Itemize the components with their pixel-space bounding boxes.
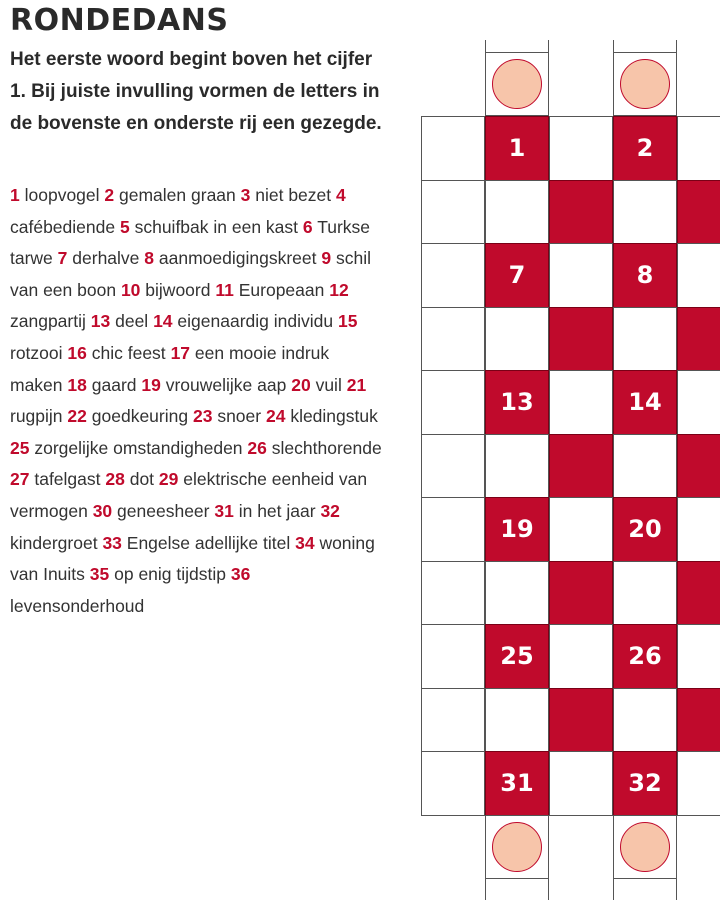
grid-cell[interactable]: [549, 370, 613, 435]
clue-item: [121, 280, 211, 300]
clue-text: woning van Inuits: [10, 532, 375, 585]
clue-number: 2: [104, 185, 115, 205]
clue-item: [214, 501, 315, 521]
grid-cell[interactable]: [549, 116, 613, 181]
clue-text: schuifbak in een kast: [134, 216, 299, 237]
clue-text: bijwoord: [145, 279, 211, 300]
grid-cell-red[interactable]: [613, 370, 677, 435]
clue-text: kledingstuk: [290, 406, 378, 427]
clue-number: 36: [230, 564, 251, 585]
clue-number: 24: [265, 406, 286, 427]
clue-text: niet bezet: [255, 185, 332, 205]
clue-text: op enig tijdstip: [114, 564, 227, 585]
grid-cell[interactable]: [485, 307, 549, 372]
grid-cell-red[interactable]: [613, 624, 677, 689]
grid-cell[interactable]: [421, 370, 485, 435]
clue-text: dot: [129, 469, 155, 490]
clue-number: 6: [302, 216, 313, 237]
grid-cell[interactable]: [485, 688, 549, 753]
clue-number: 10: [120, 279, 141, 300]
grid-cell-red[interactable]: [549, 180, 613, 245]
clue-number: 16: [67, 342, 87, 363]
clue-text: eigenaardig individu: [177, 311, 334, 332]
circle-cell[interactable]: [485, 815, 549, 879]
cell-number: 32: [628, 769, 662, 798]
grid-cell[interactable]: [421, 243, 485, 308]
clue-text: snoer: [217, 406, 262, 427]
clue-number: 13: [90, 311, 111, 332]
grid-cell[interactable]: [421, 116, 485, 181]
clue-list: [10, 180, 385, 622]
clue-item: [141, 375, 286, 395]
clue-text: zorgelijke omstandigheden: [34, 437, 243, 458]
cell-number: 1: [508, 134, 526, 163]
circle-marker: [620, 822, 670, 872]
clue-item: [144, 248, 316, 268]
grid-cell-red[interactable]: [549, 307, 613, 372]
clue-text: vuil: [315, 374, 342, 395]
grid-cell[interactable]: [485, 434, 549, 499]
clue-text: geneesheer: [117, 500, 210, 521]
clue-item: [67, 406, 188, 426]
grid-cell[interactable]: [421, 434, 485, 499]
clue-number: 31: [214, 500, 234, 521]
grid-cell-red[interactable]: [677, 561, 720, 626]
grid-cell[interactable]: [421, 180, 485, 245]
grid-cell[interactable]: [613, 434, 677, 499]
grid-cell[interactable]: [677, 624, 720, 689]
grid-cell[interactable]: [421, 624, 485, 689]
clue-number: 32: [320, 500, 340, 521]
clue-number: 11: [215, 279, 234, 300]
clue-item: [193, 406, 261, 426]
clue-item: [67, 375, 136, 395]
grid-cell-red[interactable]: [677, 434, 720, 499]
clue-text: Turkse tarwe: [10, 216, 371, 269]
grid-cell[interactable]: [421, 688, 485, 753]
grid-cell-red[interactable]: [677, 180, 720, 245]
grid-cell-red[interactable]: [549, 434, 613, 499]
circle-cell[interactable]: [485, 52, 549, 116]
clue-text: tafelgast: [34, 469, 101, 490]
puzzle-title: RONDEDANS: [10, 3, 229, 38]
clue-item: [102, 533, 290, 553]
grid-cell[interactable]: [549, 751, 613, 816]
grid-cell-red[interactable]: [485, 751, 549, 816]
clue-number: 20: [291, 374, 311, 395]
clue-text: rotzooi: [10, 342, 63, 363]
circle-marker: [492, 59, 542, 109]
clue-item: [10, 185, 100, 205]
clue-number: 33: [102, 532, 122, 553]
cell-number: 25: [500, 642, 534, 671]
clue-number: 1: [10, 185, 20, 205]
cell-number: 26: [628, 642, 662, 671]
clue-number: 3: [240, 185, 251, 205]
grid-cell-red[interactable]: [485, 116, 549, 181]
grid-cell-red[interactable]: [485, 370, 549, 435]
clue-text: schil van een boon: [10, 248, 372, 300]
cell-number: 19: [500, 515, 534, 544]
clue-number: 30: [92, 500, 113, 521]
clue-item: [91, 311, 148, 331]
clue-item: [105, 469, 154, 489]
puzzle-instructions: Het eerste woord begint boven het cijfer 1. Bij juiste invulling vormen de letters in de bovenste en onderste rij een gezegde.: [10, 49, 382, 134]
grid-cell-red[interactable]: [485, 624, 549, 689]
clue-text: elektrische eenheid van vermogen: [10, 469, 368, 521]
clue-text: derhalve: [72, 248, 140, 269]
clue-text: loopvogel: [24, 185, 100, 205]
grid-connector: [613, 879, 677, 900]
clue-item: [266, 406, 378, 426]
clue-item: [247, 438, 381, 458]
grid-connector: [613, 40, 677, 52]
clue-number: 19: [141, 374, 161, 395]
clue-item: [241, 185, 332, 205]
grid-cell[interactable]: [549, 497, 613, 562]
grid-connector: [485, 40, 549, 52]
clue-text: deel: [115, 311, 149, 332]
clue-number: 22: [67, 406, 87, 427]
grid-cell[interactable]: [613, 561, 677, 626]
clue-text: goedkeuring: [91, 406, 189, 427]
clue-number: 28: [105, 469, 125, 490]
grid-cell[interactable]: [613, 307, 677, 372]
grid-cell[interactable]: [421, 751, 485, 816]
clue-text: levensonderhoud: [10, 595, 145, 616]
clue-item: [104, 185, 235, 205]
grid-cell-red[interactable]: [677, 307, 720, 372]
grid-cell[interactable]: [677, 497, 720, 562]
grid-cell-red[interactable]: [613, 497, 677, 562]
clue-number: 18: [67, 374, 87, 395]
circle-marker: [492, 822, 542, 872]
grid-cell-red[interactable]: [549, 688, 613, 753]
circle-cell[interactable]: [613, 815, 677, 879]
grid-cell[interactable]: [613, 180, 677, 245]
clue-number: 15: [337, 311, 358, 332]
clue-text: gemalen graan: [119, 185, 236, 205]
cell-number: 14: [628, 388, 662, 417]
clue-text: zangpartij: [10, 311, 86, 332]
clue-number: 26: [247, 437, 267, 458]
grid-cell-red[interactable]: [485, 497, 549, 562]
clue-text: gaard: [91, 374, 137, 395]
clue-number: 23: [192, 406, 213, 427]
clue-number: 27: [10, 469, 30, 490]
clue-number: 4: [336, 185, 346, 205]
grid-cell[interactable]: [677, 116, 720, 181]
circle-cell[interactable]: [613, 52, 677, 116]
grid-cell-red[interactable]: [613, 243, 677, 308]
grid-cell[interactable]: [485, 561, 549, 626]
clue-item: [10, 469, 101, 489]
clue-item: [291, 375, 342, 395]
clue-number: 21: [346, 374, 367, 395]
clue-item: [120, 217, 298, 237]
clue-text: slechthorende: [271, 437, 382, 458]
clue-number: 8: [144, 248, 155, 269]
clue-text: kindergroet: [10, 532, 98, 553]
grid-cell-red[interactable]: [485, 243, 549, 308]
grid-cell[interactable]: [485, 180, 549, 245]
grid-cell[interactable]: [677, 243, 720, 308]
grid-cell-red[interactable]: [613, 751, 677, 816]
clue-item: [10, 438, 243, 458]
clue-number: 29: [158, 469, 179, 490]
clue-number: 25: [10, 437, 30, 458]
grid-cell[interactable]: [421, 307, 485, 372]
clue-number: 7: [57, 248, 68, 269]
clue-number: 9: [321, 248, 332, 269]
cell-number: 31: [500, 769, 534, 798]
grid-cell-red[interactable]: [549, 561, 613, 626]
clue-number: 5: [119, 216, 130, 237]
grid-cell-red[interactable]: [613, 116, 677, 181]
grid-cell[interactable]: [677, 370, 720, 435]
clue-number: 12: [329, 279, 349, 300]
grid-cell-red[interactable]: [677, 688, 720, 753]
grid-cell[interactable]: [421, 497, 485, 562]
cell-number: 8: [636, 261, 654, 290]
clue-text: chic feest: [91, 342, 166, 363]
circle-marker: [620, 59, 670, 109]
clue-item: [58, 248, 140, 268]
grid-cell[interactable]: [549, 624, 613, 689]
clue-text: Europeaan: [238, 279, 325, 300]
clue-text: rugpijn: [10, 406, 63, 427]
clue-text: Engelse adellijke titel: [126, 532, 291, 553]
clue-number: 14: [153, 311, 173, 332]
cell-number: 13: [500, 388, 534, 417]
clue-item: [90, 564, 226, 584]
clue-item: [93, 501, 210, 521]
grid-cell[interactable]: [677, 751, 720, 816]
clue-text: cafébediende: [10, 216, 116, 237]
clue-number: 34: [295, 532, 315, 553]
cell-number: 7: [508, 261, 526, 290]
clue-number: 35: [89, 564, 110, 585]
clue-item: [153, 311, 333, 331]
clue-item: [215, 280, 324, 300]
grid-cell[interactable]: [421, 561, 485, 626]
grid-connector: [485, 879, 549, 900]
clue-item: [67, 343, 165, 363]
clue-number: 17: [170, 342, 191, 363]
cell-number: 2: [636, 134, 654, 163]
clue-text: in het jaar: [238, 500, 316, 521]
cell-number: 20: [628, 515, 662, 544]
grid-cell[interactable]: [549, 243, 613, 308]
clue-text: een mooie indruk maken: [10, 342, 330, 395]
clue-text: vrouwelijke aap: [165, 374, 287, 395]
clue-text: aanmoedigingskreet: [158, 248, 317, 269]
grid-cell[interactable]: [613, 688, 677, 753]
